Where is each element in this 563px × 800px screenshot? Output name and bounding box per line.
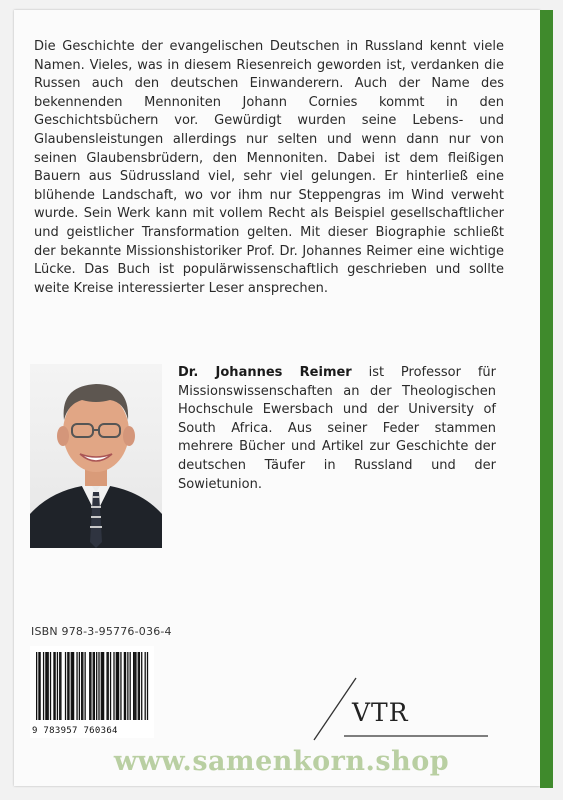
barcode-bar bbox=[54, 652, 55, 720]
barcode-bar bbox=[141, 652, 142, 720]
barcode-bar bbox=[127, 652, 128, 720]
barcode-bar bbox=[59, 652, 60, 720]
barcode-bar bbox=[53, 652, 54, 720]
barcode-bar bbox=[39, 652, 40, 720]
barcode-bar bbox=[125, 652, 126, 720]
barcode-bar bbox=[67, 652, 68, 720]
book-spine-edge bbox=[540, 10, 553, 788]
barcode-bar bbox=[76, 652, 77, 720]
publisher-logo bbox=[310, 676, 490, 744]
publisher-name: VTR bbox=[352, 698, 409, 727]
barcode-bar bbox=[65, 652, 66, 720]
barcode-bar bbox=[138, 652, 139, 720]
barcode-bar bbox=[110, 652, 111, 720]
isbn-number: ISBN 978-3-95776-036-4 bbox=[31, 625, 172, 638]
barcode-bar bbox=[108, 652, 109, 720]
barcode-bar bbox=[50, 652, 51, 720]
barcode-bar bbox=[43, 652, 44, 720]
barcode-bar bbox=[81, 652, 82, 720]
barcode-bar bbox=[73, 652, 74, 720]
barcode-bar bbox=[46, 652, 47, 720]
barcode-bar bbox=[71, 652, 72, 720]
barcode-bar bbox=[93, 652, 94, 720]
barcode-bar bbox=[101, 652, 102, 720]
barcode-bar bbox=[147, 652, 148, 720]
barcode-bar bbox=[120, 652, 121, 720]
barcode-bar bbox=[82, 652, 83, 720]
author-photo bbox=[30, 364, 162, 548]
barcode-bar bbox=[89, 652, 90, 720]
barcode-bar bbox=[139, 652, 140, 720]
barcode-digits: 9 783957 760364 bbox=[32, 726, 118, 736]
author-bio bbox=[178, 364, 496, 494]
barcode-bar bbox=[48, 652, 49, 720]
barcode-bar bbox=[90, 652, 91, 720]
barcode-bar bbox=[57, 652, 58, 720]
barcode-bar bbox=[38, 652, 39, 720]
barcode-bar bbox=[117, 652, 118, 720]
barcode-bar bbox=[145, 652, 146, 720]
barcode-bar bbox=[36, 652, 37, 720]
barcode-bar bbox=[94, 652, 95, 720]
barcode-bar bbox=[79, 652, 80, 720]
barcode-bar bbox=[124, 652, 125, 720]
barcode-bar bbox=[98, 652, 99, 720]
barcode-bar bbox=[84, 652, 85, 720]
barcode-bar bbox=[133, 652, 134, 720]
barcode-bar bbox=[116, 652, 117, 720]
barcode-bar bbox=[134, 652, 135, 720]
barcode-bar bbox=[60, 652, 61, 720]
barcode-bar bbox=[68, 652, 69, 720]
barcode-bar bbox=[135, 652, 136, 720]
barcode-bar bbox=[130, 652, 131, 720]
barcode-bar bbox=[106, 652, 107, 720]
barcode-bar bbox=[103, 652, 104, 720]
barcode-bar bbox=[113, 652, 114, 720]
barcode-bar bbox=[102, 652, 103, 720]
barcode bbox=[30, 646, 154, 738]
author-name: Dr. Johannes Reimer bbox=[178, 365, 352, 380]
barcode-bar bbox=[72, 652, 73, 720]
barcode-bar bbox=[45, 652, 46, 720]
barcode-bars bbox=[30, 646, 154, 738]
book-blurb: Die Geschichte der evangelischen Deutschen in Russland kennt viele Namen. Vieles, was in diesem Riesenreich geworden ist, verdanken die Russen auch den deutschen Einwanderern. Auch der Name des bekennenden Mennoniten Johann Cornies kommt in den Geschichtsbüchern vor. Gewürdigt wurden seine Lebens- und Glaubensleistungen allerdings nur selten und wenn dann nur von seinen Glaubensbrüdern, den Mennoniten. Dabei ist dem fleißigen Bauern aus Südrussland viel, sehr viel gelungen. Er hinterließ eine blühende Landschaft, wo vor ihm nur Steppengras im Wind verweht wurde. Sein Werk kann mit vollem Recht als Beispiel gesellschaftlicher und geistlicher Transformation gelten. Mit dieser Biographie schließt der bekannte Missionshistoriker Prof. Dr. Johannes Reimer eine wichtige Lücke. Das Buch ist populärwissenschaftlich geschrieben und sollte weite Kreise interessierter Leser ansprechen. bbox=[34, 39, 504, 296]
author-bio-text: ist Professor für Missionswissenschaften an der Theologischen Hochschule Ewersbach und der University of South Africa. Aus seiner Feder stammen mehrere Bücher und Artikel zur Geschichte der deutschen Täufer in Russland und der Sowietunion. bbox=[178, 365, 496, 492]
barcode-bar bbox=[96, 652, 97, 720]
barcode-bar bbox=[118, 652, 119, 720]
shop-watermark: www.samenkorn.shop bbox=[113, 746, 450, 777]
